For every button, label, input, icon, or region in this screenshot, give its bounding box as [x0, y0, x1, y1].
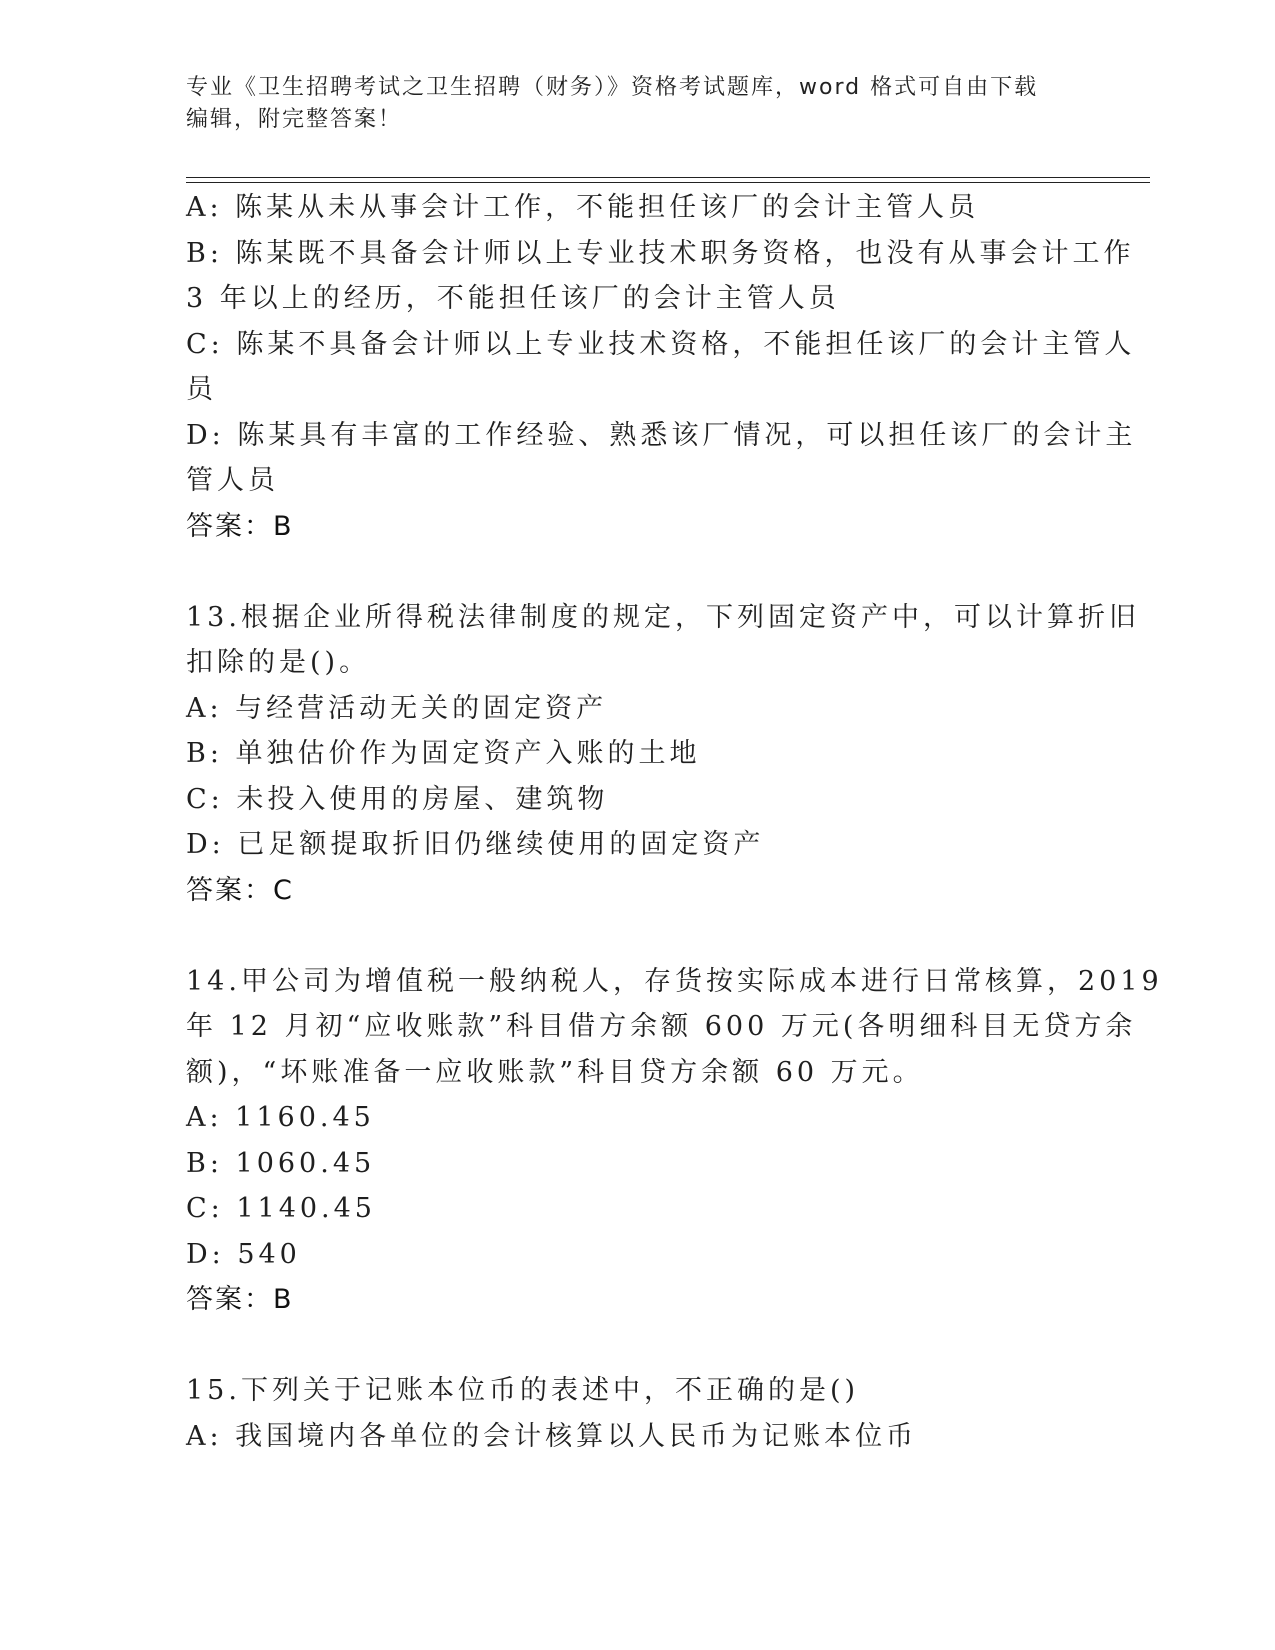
- q14-stem-cont-1: 年 12 月初“应收账款”科目借方余额 600 万元(各明细科目无贷方余: [186, 1011, 1137, 1042]
- spacer: [186, 913, 1076, 959]
- q12-option-a: A: 陈某从未从事会计工作，不能担任该厂的会计主管人员: [186, 192, 980, 223]
- q12-option-d-cont: 管人员: [186, 465, 279, 496]
- q12-option-c-cont: 员: [186, 374, 217, 405]
- q14-option-b: B: 1060.45: [186, 1147, 376, 1179]
- document-header: [186, 72, 1066, 136]
- q13-option-c: C: 未投入使用的房屋、建筑物: [186, 783, 609, 815]
- question-14: [186, 959, 1163, 1323]
- q14-stem: 14.甲公司为增值税一般纳税人，存货按实际成本进行日常核算，2019: [186, 965, 1163, 997]
- question-content: [186, 185, 1163, 1459]
- q12-answer: 答案：B: [186, 510, 294, 542]
- question-13: [186, 595, 1140, 914]
- q14-answer: 答案：B: [186, 1284, 294, 1315]
- question-15: [186, 1368, 1076, 1459]
- spacer: [186, 1323, 1076, 1369]
- q14-option-c: C: 1140.45: [186, 1193, 376, 1224]
- q13-stem-cont: 扣除的是()。: [186, 647, 371, 678]
- header-line-2: 编辑，附完整答案！: [186, 107, 403, 132]
- q12-option-b: B: 陈某既不具备会计师以上专业技术职务资格，也没有从事会计工作: [186, 237, 1135, 269]
- q14-option-a: A: 1160.45: [186, 1102, 375, 1133]
- header-line-1: 专业《卫生招聘考试之卫生招聘（财务）》资格考试题库，word 格式可自由下载: [186, 75, 1039, 100]
- q12-option-c: C: 陈某不具备会计师以上专业技术资格，不能担任该厂的会计主管人: [186, 328, 1136, 360]
- spacer: [186, 549, 1076, 595]
- header-rule-bottom: [186, 182, 1150, 183]
- q15-stem: 15.下列关于记账本位币的表述中，不正确的是(): [186, 1375, 860, 1406]
- q14-option-d: D: 540: [186, 1238, 301, 1270]
- q13-option-d: D: 已足额提取折旧仍继续使用的固定资产: [186, 829, 765, 860]
- q12-option-d: D: 陈某具有丰富的工作经验、熟悉该厂情况，可以担任该厂的会计主: [186, 419, 1137, 451]
- question-12: [186, 185, 1137, 549]
- q12-option-b-cont: 3 年以上的经历，不能担任该厂的会计主管人员: [186, 283, 840, 314]
- q13-option-a: A: 与经营活动无关的固定资产: [186, 692, 608, 724]
- q13-stem: 13.根据企业所得税法律制度的规定，下列固定资产中，可以计算折旧: [186, 601, 1140, 633]
- q13-option-b: B: 单独估价作为固定资产入账的土地: [186, 738, 701, 769]
- q15-option-a: A: 我国境内各单位的会计核算以人民币为记账本位币: [186, 1420, 918, 1452]
- q14-stem-cont-2: 额)，“坏账准备一应收账款”科目贷方余额 60 万元。: [186, 1056, 924, 1088]
- header-rule-top: [186, 177, 1150, 178]
- q13-answer: 答案：C: [186, 874, 294, 906]
